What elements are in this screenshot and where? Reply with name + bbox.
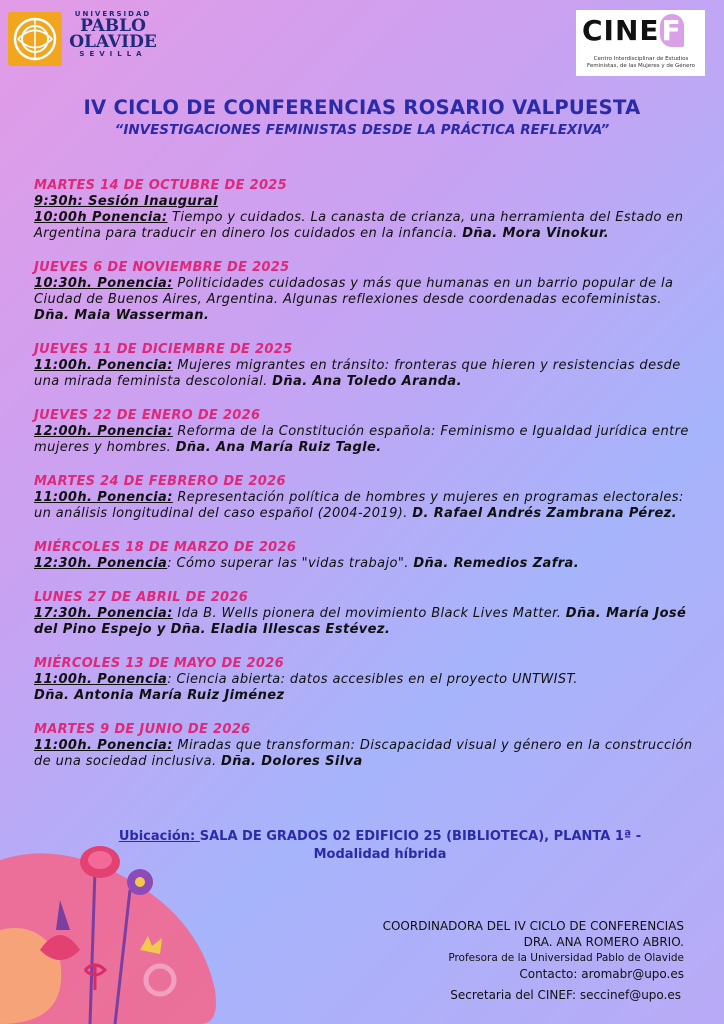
event-speaker: Dña. Mora Vinokur. (462, 226, 610, 241)
event-item (34, 540, 694, 572)
event-date: LUNES 27 DE ABRIL DE 2026 (34, 590, 249, 605)
event-line (34, 688, 694, 704)
event-speaker: D. Rafael Andrés Zambrana Pérez. (412, 506, 677, 521)
upo-line1: UNIVERSIDAD (74, 10, 152, 18)
event-time: 10:00h Ponencia: (34, 210, 168, 225)
event-date: MARTES 24 DE FEBRERO DE 2026 (34, 474, 286, 489)
coordination-block (383, 918, 684, 982)
event-description: Representación política de hombres y mujeres en programas electorales: un análisis longitudinal del caso español (2004-2019). (34, 490, 684, 521)
event-date: MIÉRCOLES 18 DE MARZO DE 2026 (34, 540, 297, 555)
upo-line2: PABLO (80, 16, 146, 36)
event-time: 12:00h. Ponencia: (34, 424, 173, 439)
secretaria-contact: Secretaria del CINEF: seccinef@upo.es (450, 988, 681, 1002)
events-list (34, 178, 694, 788)
location-line2: Modalidad híbrida (313, 847, 447, 862)
sub-title: “INVESTIGACIONES FEMINISTAS DESDE LA PRÁCTICA REFLEXIVA” (114, 122, 610, 138)
event-line (34, 194, 694, 210)
event-item (34, 590, 694, 638)
event-date: MARTES 9 DE JUNIO DE 2026 (34, 722, 251, 737)
event-date: JUEVES 22 DE ENERO DE 2026 (34, 408, 261, 423)
event-speaker: Dña. Ana María Ruiz Tagle. (175, 440, 382, 455)
event-time: 17:30h. Ponencia: (34, 606, 173, 621)
event-line (34, 556, 694, 572)
event-speaker: Dña. Ana Toledo Aranda. (272, 374, 462, 389)
event-time: 11:00h. Ponencia: (34, 738, 173, 753)
event-description: Mujeres migrantes en tránsito: fronteras que hieren y resistencias desde una mirada feminista descolonial. (34, 358, 681, 389)
event-speaker: Dña. Antonia María Ruiz Jiménez (34, 688, 285, 703)
event-date: JUEVES 11 DE DICIEMBRE DE 2025 (34, 342, 293, 357)
coord-line1: COORDINADORA DEL IV CICLO DE CONFERENCIAS (382, 919, 684, 933)
event-item (34, 408, 694, 456)
event-speaker: Dña. Dolores Silva (221, 754, 363, 769)
event-description: : Cómo superar las "vidas trabajo". (167, 556, 414, 571)
event-date: JUEVES 6 DE NOVIEMBRE DE 2025 (34, 260, 290, 275)
event-time: 12:30h. Ponencia (34, 556, 168, 571)
event-speaker: Dña. María José del Pino Espejo y Dña. Eladia Illescas Estévez. (34, 606, 687, 637)
cinef-name-prefix: CINE (582, 14, 660, 47)
event-date: MARTES 14 DE OCTUBRE DE 2025 (34, 178, 287, 193)
coord-line3: Profesora de la Universidad Pablo de Olavide (448, 952, 684, 964)
upo-logo (8, 10, 157, 68)
event-description: : Ciencia abierta: datos accesibles en el proyecto UNTWIST. (167, 672, 578, 687)
event-item (34, 474, 694, 522)
event-item (34, 260, 694, 324)
event-description: Reforma de la Constitución española: Feminismo e Igualdad jurídica entre mujeres y hombres. (34, 424, 689, 455)
cinef-subtitle: Centro Interdisciplinar de Estudios Feministas, de las Mujeres y de Género (587, 56, 695, 69)
event-speaker: Dña. Remedios Zafra. (413, 556, 580, 571)
event-item (34, 342, 694, 390)
event-item (34, 722, 694, 770)
event-line (34, 672, 694, 688)
upo-wordmark (68, 10, 158, 58)
event-time: 11:00h. Ponencia: (34, 490, 173, 505)
event-line (34, 424, 694, 456)
event-time: 11:00h. Ponencia (34, 672, 168, 687)
event-item (34, 656, 694, 704)
cinef-logo (576, 10, 705, 76)
event-time: 11:00h. Ponencia: (34, 358, 173, 373)
coord-line2: DRA. ANA ROMERO ABRIO. (523, 935, 684, 949)
event-time: 9:30h: Sesión Inaugural (34, 194, 218, 209)
cinef-name-letter: F (661, 14, 682, 47)
main-title: IV CICLO DE CONFERENCIAS ROSARIO VALPUESTA (83, 96, 641, 119)
event-speaker: Dña. Maia Wasserman. (34, 308, 210, 323)
event-description: Ida B. Wells pionera del movimiento Black Lives Matter. (172, 606, 566, 621)
upo-line4: SEVILLA (79, 50, 147, 58)
event-description: Politicidades cuidadosas y más que humanas en un barrio popular de la Ciudad de Buenos Aires, Argentina. Algunas reflexiones desde coordenadas ecofeministas. (34, 276, 674, 307)
event-line (34, 358, 694, 390)
event-date: MIÉRCOLES 13 DE MAYO DE 2026 (34, 656, 284, 671)
upo-emblem-icon (8, 12, 62, 66)
event-description: Tiempo y cuidados. La canasta de crianza, una herramienta del Estado en Argentina para traducir en dinero los cuidados en la infancia. (34, 210, 684, 241)
upo-line3: OLAVIDE (69, 32, 157, 52)
event-description: Miradas que transforman: Discapacidad visual y género en la construcción de una sociedad inclusiva. (34, 738, 693, 769)
cinef-wordmark (582, 14, 684, 47)
event-line (34, 210, 694, 242)
flowers-illustration (0, 840, 260, 1024)
coord-contact: Contacto: aromabr@upo.es (519, 967, 684, 981)
event-line (34, 738, 694, 770)
event-time: 10:30h. Ponencia: (34, 276, 173, 291)
event-item (34, 178, 694, 242)
event-line (34, 606, 694, 638)
location-label: Ubicación: (118, 829, 200, 844)
event-line (34, 490, 694, 522)
location-line1: SALA DE GRADOS 02 EDIFICIO 25 (BIBLIOTECA), PLANTA 1ª - (199, 829, 642, 844)
event-line (34, 276, 694, 324)
